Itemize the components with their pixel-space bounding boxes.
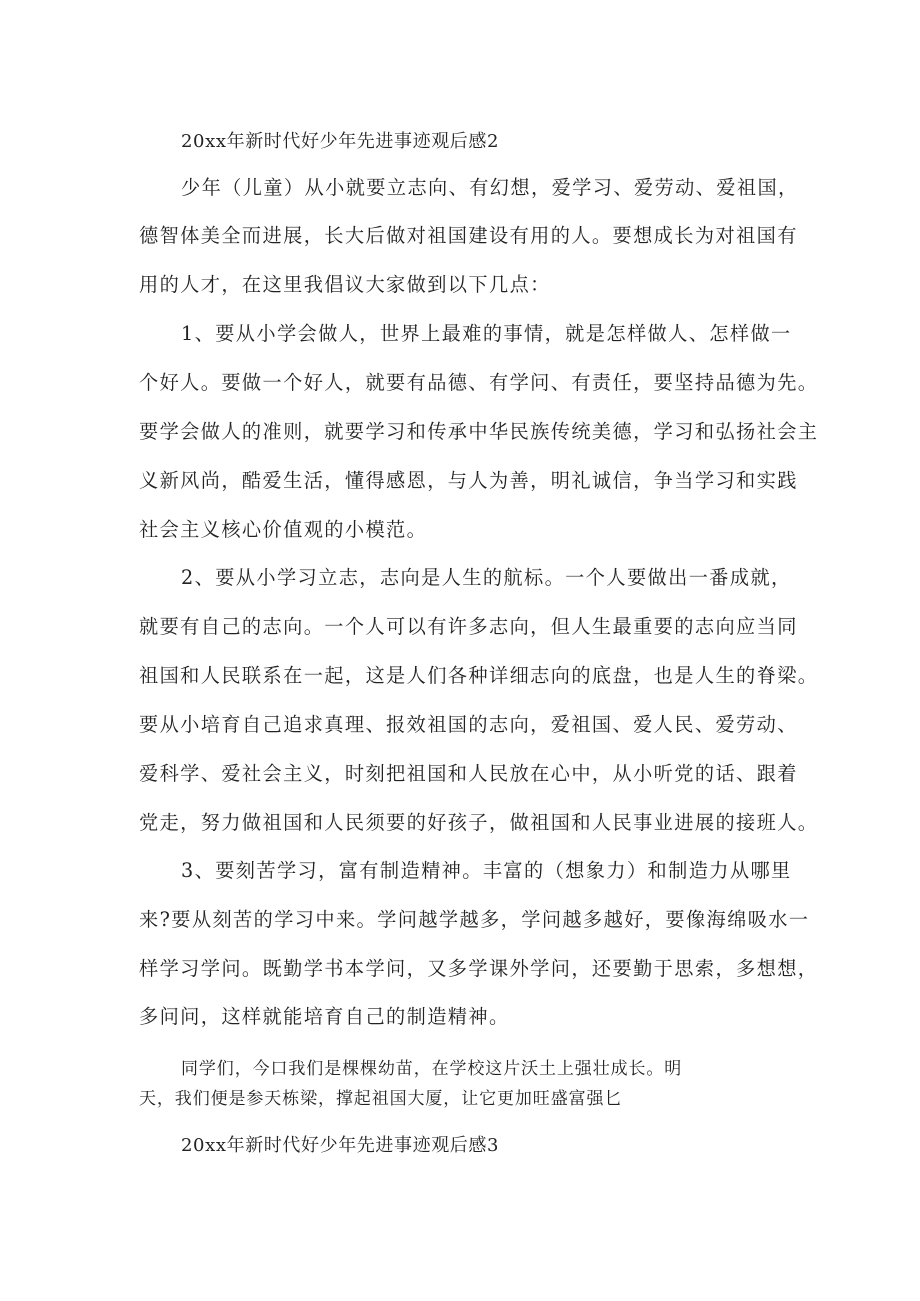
text-line: 用的人才，在这里我倡议大家做到以下几点： (139, 273, 551, 296)
text-line: 同学们，今口我们是棵棵幼苗，在学校这片沃土上强壮成长。明 (181, 1059, 683, 1079)
section-title-3: 20xx年新时代好少年先进事迹观后感3 (181, 1135, 500, 1156)
text-line: 多问问，这样就能培育自己的制造精神。 (139, 1005, 510, 1028)
text-line: 要学会做人的准则，就要学习和传承中华民族传统美德，学习和弘扬社会主 (139, 420, 819, 443)
text-line: 党走，努力做祖国和人民须要的好孩子，做祖国和人民事业进展的接班人。 (139, 811, 819, 834)
text-line: 德智体美全而进展，长大后做对祖国建设有用的人。要想成长为对祖国有 (139, 224, 798, 247)
text-line: 天，我们便是参天栋梁，撑起祖国大厦，让它更加旺盛富强匕 (139, 1089, 623, 1109)
text-line: 样学习学问。既勤学书本学问，又多学课外学问，还要勤于思索，多想想， (139, 957, 819, 980)
text-line: 2、要从小学习立志，志向是人生的航标。一个人要做出一番成就， (181, 566, 792, 589)
text-line: 少年（儿童）从小就要立志向、有幻想，爱学习、爱劳动、爱祖国， (181, 176, 799, 199)
text-line: 个好人。要做一个好人，就要有品德、有学问、有责任，要坚持品德为先。 (139, 371, 819, 394)
section-title-2: 20xx年新时代好少年先进事迹观后感2 (181, 131, 500, 152)
text-line: 要从小培育自己追求真理、报效祖国的志向，爱祖国、爱人民、爱劳动、 (139, 713, 798, 736)
text-line: 就要有自己的志向。一个人可以有许多志向，但人生最重要的志向应当同 (139, 615, 798, 638)
text-line: 社会主义核心价值观的小模范。 (139, 518, 428, 541)
text-line: 1、要从小学会做人，世界上最难的事情，就是怎样做人、怎样做一 (181, 322, 792, 345)
text-line: 3、要刻苦学习，富有制造精神。丰富的（想象力）和制造力从哪里 (181, 859, 792, 882)
text-line: 来?要从刻苦的学习中来。学问越学越多，学问越多越好，要像海绵吸水一 (139, 908, 810, 931)
text-line: 祖国和人民联系在一起，这是人们各种详细志向的底盘，也是人生的脊梁。 (139, 664, 819, 687)
text-line: 义新风尚，酷爱生活，懂得感恩，与人为善，明礼诚信，争当学习和实践 (139, 469, 798, 492)
text-line: 爱科学、爱社会主义，时刻把祖国和人民放在心中，从小听党的话、跟着 (139, 762, 798, 785)
